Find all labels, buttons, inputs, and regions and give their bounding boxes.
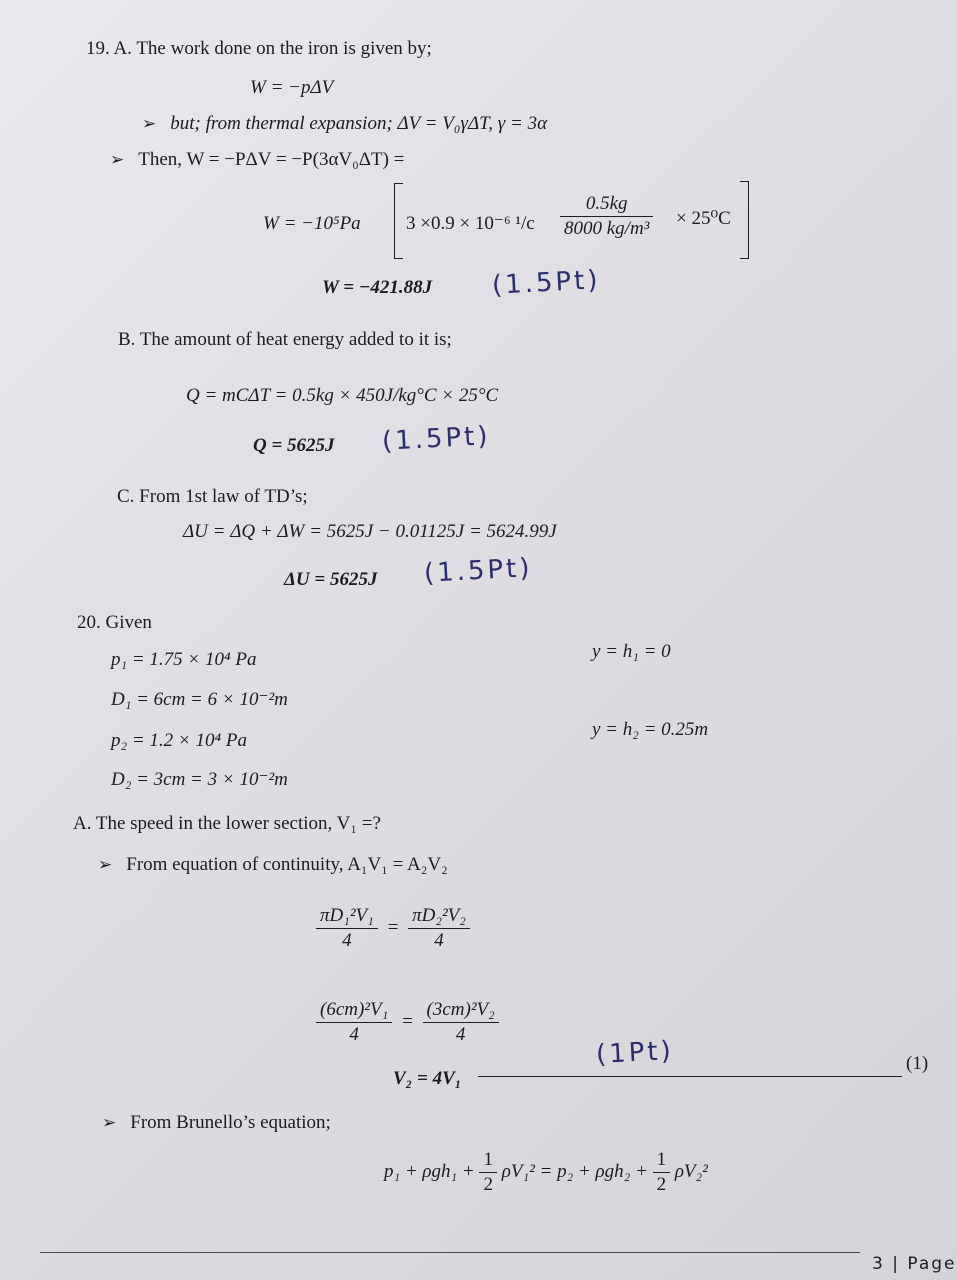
result-underline — [478, 1076, 902, 1077]
v2-mark-handwritten: (1Pt) — [595, 1035, 675, 1071]
thermal-expansion-line: ➢ but; from thermal expansion; ΔV = V₀γΔT, γ = 3α — [142, 112, 547, 136]
footer-rule — [40, 1252, 860, 1253]
frac-left-numerator: πD₁²V₁ — [316, 904, 378, 929]
half-fraction-1 — [479, 1148, 497, 1197]
subst-left-denominator: 4 — [349, 1024, 359, 1045]
brunello-line: ➢ From Brunello’s equation; — [102, 1111, 331, 1135]
substituted-frac-left — [316, 998, 392, 1047]
internal-energy-equation: ΔU = ΔQ + ΔW = 5625J − 0.01125J = 5624.99J — [183, 521, 557, 542]
half-fraction-2 — [653, 1148, 671, 1197]
work-mark-handwritten: (1.5Pt) — [491, 265, 602, 301]
v2-result: V₂ = 4V₁ — [393, 1068, 462, 1089]
density-denominator: 8000 kg/m³ — [564, 218, 650, 239]
internal-energy-mark-handwritten: (1.5Pt) — [423, 553, 534, 589]
subst-right-numerator: (3cm)²V₂ — [423, 998, 499, 1023]
work-big-eq-left: W = −10⁵Pa — [263, 213, 361, 234]
work-equation: W = −pΔV — [250, 77, 334, 98]
frac-left-denominator: 4 — [342, 930, 352, 951]
subst-right-denominator: 4 — [455, 1024, 466, 1045]
frac-right-numerator: πD₂²V₂ — [408, 904, 470, 929]
substituted-frac-right — [423, 998, 499, 1047]
q19-c-intro: C. From 1st law of TD’s; — [117, 486, 308, 507]
bernoulli-equation — [384, 1148, 708, 1197]
heat-result: Q = 5625J — [253, 435, 335, 456]
frac-right-denominator: 4 — [434, 930, 444, 951]
bernoulli-lhs: p₁ + ρgh₁ + — [384, 1160, 475, 1182]
half-num: 1 — [653, 1148, 671, 1173]
work-result: W = −421.88J — [322, 277, 433, 298]
equals-sign: = — [386, 916, 400, 938]
q20-given: 20. Given — [77, 612, 152, 633]
q20-a-intro: A. The speed in the lower section, V₁ =? — [73, 813, 381, 834]
given-h2: y = h₂ = 0.25m — [592, 719, 709, 740]
equation-number: (1) — [906, 1053, 929, 1074]
mass-numerator: 0.5kg — [560, 192, 653, 217]
bernoulli-mid: ρV₁² = p₂ + ρgh₂ + — [501, 1160, 648, 1182]
bernoulli-rhs: ρV₂² — [674, 1160, 708, 1182]
heat-equation: Q = mCΔT = 0.5kg × 450J/kg°C × 25°C — [186, 385, 499, 406]
continuity-line: ➢ From equation of continuity, A₁V₁ = A₂V₂ — [98, 853, 448, 877]
then-line: ➢ Then, W = −PΔV = −P(3αV₀ΔT) = — [110, 148, 404, 172]
heat-mark-handwritten: (1.5Pt) — [381, 421, 492, 457]
q19-a-intro: 19. A. The work done on the iron is given by; — [86, 38, 432, 59]
given-d2: D₂ = 3cm = 3 × 10⁻²m — [111, 769, 288, 790]
subst-left-numerator: (6cm)²V₁ — [316, 998, 392, 1023]
left-bracket — [394, 183, 403, 259]
right-bracket — [740, 181, 749, 259]
given-h1: y = h₁ = 0 — [592, 641, 671, 662]
q19-b-intro: B. The amount of heat energy added to it is; — [118, 329, 452, 350]
equals-sign: = — [400, 1010, 414, 1032]
half-den: 2 — [483, 1174, 493, 1195]
half-num: 1 — [479, 1148, 497, 1173]
page-number: 3 | Page — [872, 1254, 957, 1274]
mass-density-fraction — [560, 192, 653, 241]
half-den: 2 — [656, 1174, 667, 1195]
continuity-frac-left — [316, 904, 378, 953]
internal-energy-result: ΔU = 5625J — [284, 569, 378, 590]
given-d1: D₁ = 6cm = 6 × 10⁻²m — [111, 689, 288, 710]
work-big-eq-mid: 3 ×0.9 × 10⁻⁶ ¹/c — [406, 213, 535, 234]
continuity-frac-right — [408, 904, 470, 953]
work-big-eq-right: × 25⁰C — [676, 208, 731, 229]
given-p2: p₂ = 1.2 × 10⁴ Pa — [111, 730, 247, 751]
given-p1: p₁ = 1.75 × 10⁴ Pa — [111, 649, 257, 670]
